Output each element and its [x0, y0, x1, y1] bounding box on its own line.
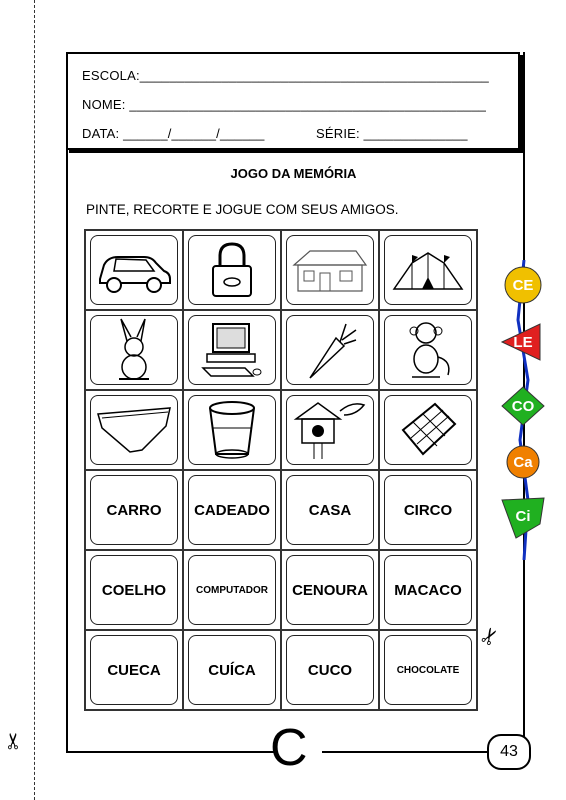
syllable-badge-text: CO — [511, 397, 535, 415]
header-box — [66, 52, 520, 150]
syllable-badge — [500, 386, 546, 426]
syllable-badge — [500, 496, 546, 536]
picture-card[interactable] — [379, 390, 477, 470]
word-label: CIRCO — [403, 501, 453, 519]
word-card[interactable] — [85, 550, 183, 630]
cut-line — [34, 0, 35, 800]
word-card[interactable] — [183, 630, 281, 710]
circus-tent-icon — [388, 245, 468, 295]
name-field[interactable]: NOME: ________________________________________________ — [82, 97, 487, 112]
syllable-badge — [500, 265, 546, 305]
word-label: CADEADO — [194, 501, 270, 519]
rabbit-icon — [109, 317, 159, 383]
instructions: PINTE, RECORTE E JOGUE COM SEUS AMIGOS. — [86, 202, 399, 217]
picture-card[interactable] — [85, 230, 183, 310]
word-card[interactable] — [281, 630, 379, 710]
carrot-icon — [300, 318, 360, 382]
syllable-badge-text: Ci — [515, 507, 531, 525]
word-card[interactable] — [85, 470, 183, 550]
scissors-icon: ✂ — [2, 731, 28, 751]
word-label: COELHO — [101, 581, 167, 599]
date-field[interactable]: DATA: ______/______/______ — [82, 126, 265, 141]
word-label: CARRO — [106, 501, 162, 519]
underwear-icon — [94, 404, 174, 456]
monkey-icon — [400, 317, 456, 383]
picture-card[interactable] — [281, 310, 379, 390]
word-card[interactable] — [379, 550, 477, 630]
bucket-drum-icon — [204, 398, 260, 462]
cuckoo-clock-icon — [290, 397, 370, 463]
word-card[interactable] — [183, 470, 281, 550]
memory-game-grid — [84, 229, 478, 711]
frame-bottom-line — [322, 751, 490, 753]
picture-card[interactable] — [183, 230, 281, 310]
padlock-icon — [207, 240, 257, 300]
word-label: COMPUTADOR — [195, 584, 269, 596]
word-label: MACACO — [394, 581, 462, 599]
syllable-badge-text: LE — [513, 333, 533, 351]
picture-card[interactable] — [85, 390, 183, 470]
syllable-badge — [500, 322, 546, 362]
word-label: CENOURA — [292, 581, 368, 599]
word-card[interactable] — [281, 550, 379, 630]
word-card[interactable] — [281, 470, 379, 550]
grade-field[interactable]: SÉRIE: ______________ — [316, 126, 468, 141]
word-label: CHOCOLATE — [396, 664, 460, 676]
car-icon — [94, 245, 174, 295]
chocolate-bar-icon — [393, 400, 463, 460]
picture-card[interactable] — [281, 230, 379, 310]
page-title: JOGO DA MEMÓRIA — [230, 166, 357, 181]
picture-card[interactable] — [379, 310, 477, 390]
page-number: 43 — [487, 734, 531, 770]
word-card[interactable] — [379, 630, 477, 710]
word-card[interactable] — [183, 550, 281, 630]
syllable-badge-text: CE — [512, 276, 534, 294]
picture-card[interactable] — [85, 310, 183, 390]
word-label: CASA — [308, 501, 352, 519]
picture-card[interactable] — [379, 230, 477, 310]
syllable-badge-text: Ca — [513, 453, 533, 471]
word-card[interactable] — [379, 470, 477, 550]
word-label: CUECA — [107, 661, 161, 679]
frame-bottom-line — [66, 751, 276, 753]
house-icon — [290, 245, 370, 295]
picture-card[interactable] — [183, 310, 281, 390]
computer-icon — [199, 320, 265, 380]
featured-letter: C — [270, 719, 308, 777]
word-card[interactable] — [85, 630, 183, 710]
picture-card[interactable] — [281, 390, 379, 470]
picture-card[interactable] — [183, 390, 281, 470]
word-label: CUÍCA — [208, 661, 256, 679]
word-label: CUCO — [307, 661, 353, 679]
scissors-icon: ✂ — [475, 622, 507, 651]
school-field[interactable]: ESCOLA:_______________________________________________ — [82, 68, 489, 83]
syllable-badge — [500, 442, 546, 482]
